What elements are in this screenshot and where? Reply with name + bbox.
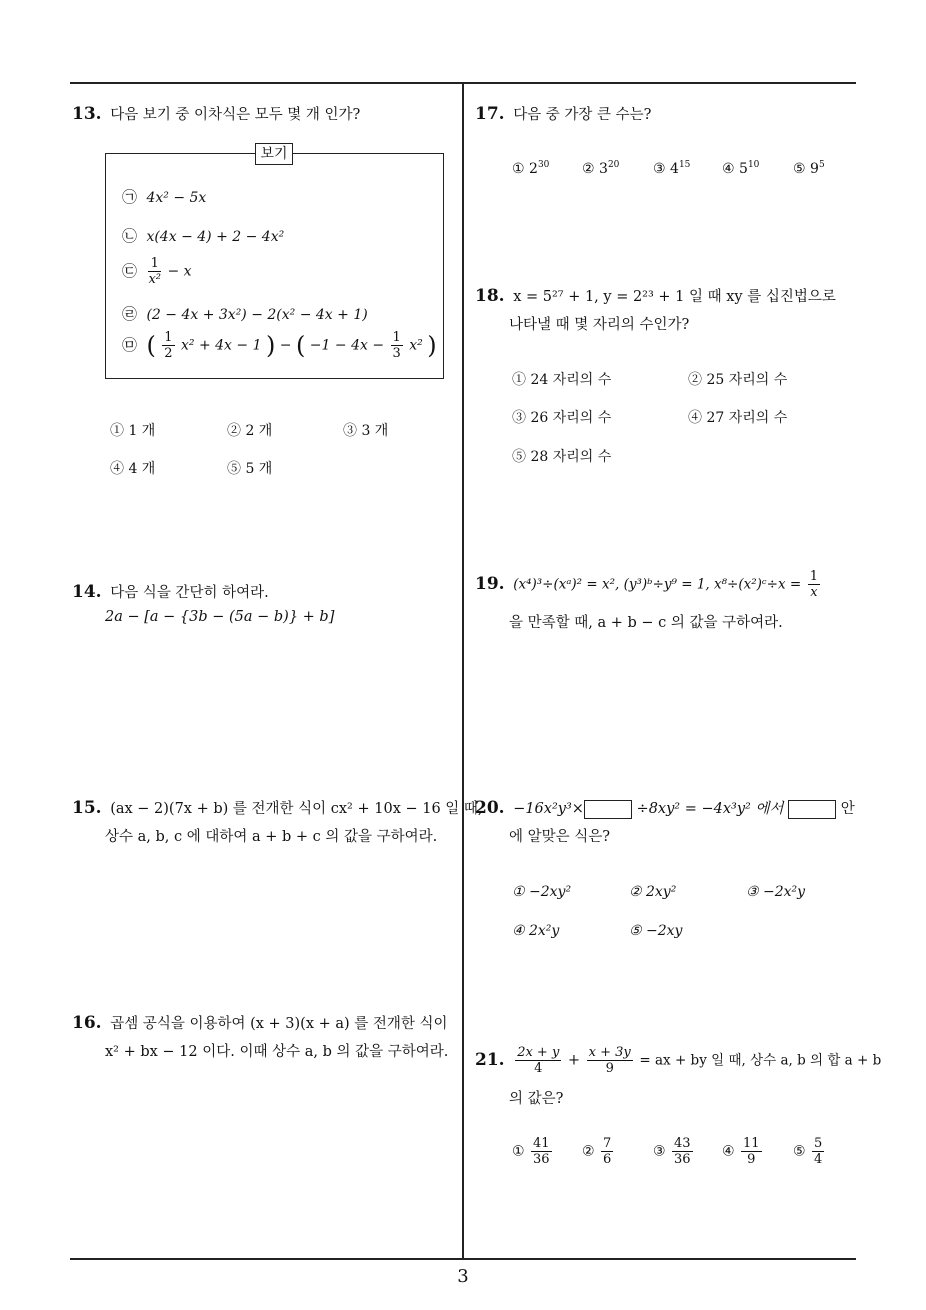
bogi-item-2 [122, 225, 284, 246]
denominator: 36 [674, 1152, 691, 1167]
choice-2[interactable] [582, 161, 619, 177]
choice-exponent: 15 [678, 160, 691, 170]
item-expression: 4x² − 5x [146, 190, 207, 206]
question-text-line2: 에 알맞은 식은? [509, 829, 611, 845]
question-14 [72, 581, 269, 602]
q14-expression: 2a − [a − {3b − (5a − b)} + b] [105, 609, 335, 625]
question-15 [72, 797, 483, 818]
bogi-item-4 [122, 303, 368, 324]
choice-3[interactable]: ③ −2x²y [746, 884, 806, 900]
choice-mark: ④ [722, 161, 735, 177]
choice-1[interactable]: ① −2xy² [512, 884, 572, 900]
question-text-line2: 상수 a, b, c 에 대하여 a + b + c 의 값을 구하여라. [105, 829, 438, 845]
choice-4[interactable] [722, 1136, 764, 1167]
question-18 [475, 285, 836, 306]
item-expression: −1 − 4x − [309, 337, 385, 354]
fraction [531, 1136, 552, 1167]
choice-base: 5 [739, 161, 748, 177]
denominator: 9 [747, 1152, 756, 1167]
question-number: 13. [72, 104, 102, 124]
answer-blank[interactable] [584, 800, 632, 819]
choice-mark: ① [512, 1143, 525, 1160]
question-number: 16. [72, 1013, 102, 1033]
denominator: 6 [603, 1152, 612, 1167]
choice-exponent: 30 [537, 160, 550, 170]
bogi-item-3 [122, 256, 192, 287]
question-text: = ax + by 일 때, 상수 a, b 의 합 a + b [639, 1052, 882, 1069]
question-text: 안 [840, 801, 855, 817]
choice-2[interactable]: ② 2 개 [227, 423, 273, 439]
choice-base: 3 [599, 161, 608, 177]
choice-exponent: 20 [607, 160, 620, 170]
denominator: x [810, 585, 818, 600]
choice-4[interactable] [722, 161, 759, 177]
bogi-title: 보기 [255, 143, 293, 165]
choice-1[interactable] [512, 161, 549, 177]
choice-3[interactable] [653, 1136, 695, 1167]
fraction [391, 330, 403, 361]
question-text: 곱셈 공식을 이용하여 (x + 3)(x + a) 를 전개한 식이 [110, 1016, 448, 1032]
bogi-item-5 [122, 330, 437, 361]
fraction [515, 1045, 561, 1076]
numerator: 41 [533, 1136, 550, 1151]
fraction [148, 256, 161, 287]
question-text: x = 5²⁷ + 1, y = 2²³ + 1 일 때 xy 를 십진법으로 [513, 289, 836, 305]
choice-2[interactable]: ② 25 자리의 수 [688, 372, 788, 388]
page-number: 3 [457, 1266, 469, 1287]
question-text: ÷8xy² = −4x³y² 에서 [636, 801, 784, 817]
plus: + [567, 1052, 581, 1069]
choice-3[interactable]: ③ 3 개 [343, 423, 389, 439]
choice-mark: ① [512, 161, 525, 177]
item-expression: (2 − 4x + 3x²) − 2(x² − 4x + 1) [146, 307, 368, 323]
denominator: x² [148, 272, 161, 287]
numerator: 11 [743, 1136, 760, 1151]
question-17 [475, 103, 651, 124]
fraction [812, 1136, 824, 1167]
choice-mark: ② [582, 161, 595, 177]
fraction [741, 1136, 762, 1167]
numerator: 2x + y [517, 1045, 560, 1060]
paren: ) [265, 331, 276, 360]
choice-5[interactable]: ⑤ 5 개 [227, 461, 273, 477]
item-mark: ㉤ [122, 335, 138, 354]
fraction [587, 1045, 633, 1076]
item-expression: x(4x − 4) + 2 − 4x² [146, 229, 285, 245]
choice-5[interactable]: ⑤ 28 자리의 수 [512, 449, 612, 465]
column-divider [462, 82, 464, 1259]
choice-4[interactable]: ④ 4 개 [110, 461, 156, 477]
choice-exponent: 10 [747, 160, 760, 170]
question-text: (x⁴)³÷(xᵃ)² = x², (y³)ᵇ÷y⁹ = 1, x⁸÷(x²)ᶜ÷x = [513, 576, 802, 593]
question-text-line2: x² + bx − 12 이다. 이때 상수 a, b 의 값을 구하여라. [105, 1044, 449, 1060]
question-number: 17. [475, 104, 505, 124]
question-number: 20. [475, 798, 505, 818]
item-expression: − x [167, 263, 192, 280]
numerator: 1 [148, 256, 161, 272]
fraction [162, 330, 174, 361]
paren: ( [146, 331, 156, 360]
choice-2[interactable]: ② 2xy² [629, 884, 677, 900]
question-text: (ax − 2)(7x + b) 를 전개한 식이 cx² + 10x − 16 일 때, [110, 801, 483, 817]
fraction [601, 1136, 613, 1167]
minus: − [279, 337, 296, 354]
choice-mark: ② [582, 1143, 595, 1160]
numerator: 1 [392, 330, 401, 345]
numerator: 1 [809, 569, 819, 584]
numerator: 5 [814, 1136, 823, 1151]
paren: ) [427, 331, 437, 360]
item-mark: ㉣ [122, 305, 138, 323]
question-16 [72, 1012, 448, 1033]
question-text-line2: 을 만족할 때, a + b − c 의 값을 구하여라. [509, 615, 783, 631]
question-text-line2: 의 값은? [509, 1091, 564, 1107]
numerator: 43 [674, 1136, 691, 1151]
denominator: 9 [605, 1061, 614, 1076]
question-13 [72, 103, 360, 124]
denominator: 3 [392, 346, 401, 361]
choice-mark: ⑤ [793, 1143, 806, 1160]
question-21 [475, 1045, 881, 1076]
question-text-line2: 나타낼 때 몇 자리의 수인가? [509, 317, 690, 333]
answer-blank[interactable] [788, 800, 836, 819]
question-text: 다음 식을 간단히 하여라. [110, 585, 269, 601]
choice-3[interactable] [653, 161, 690, 177]
question-number: 15. [72, 798, 102, 818]
choice-5[interactable]: ⑤ −2xy [629, 923, 683, 939]
choice-1[interactable]: ① 1 개 [110, 423, 156, 439]
bogi-item-1 [122, 186, 206, 207]
denominator: 4 [814, 1152, 823, 1167]
item-mark: ㉠ [122, 188, 138, 206]
choice-5[interactable] [793, 161, 825, 177]
choice-base: 2 [529, 161, 538, 177]
choice-base: 9 [810, 161, 819, 177]
question-number: 19. [475, 573, 505, 594]
choice-mark: ③ [653, 161, 666, 177]
bottom-rule [70, 1258, 856, 1260]
fraction [672, 1136, 693, 1167]
question-19 [475, 569, 822, 600]
denominator: 4 [534, 1061, 543, 1076]
choice-4[interactable]: ④ 27 자리의 수 [688, 410, 788, 426]
numerator: 7 [603, 1136, 612, 1151]
item-mark: ㉡ [122, 227, 138, 245]
choice-5[interactable] [793, 1136, 826, 1167]
choice-base: 4 [670, 161, 679, 177]
numerator: x + 3y [588, 1045, 631, 1060]
question-20 [475, 797, 855, 819]
choice-exponent: 5 [818, 160, 825, 170]
question-text: 다음 중 가장 큰 수는? [513, 107, 652, 123]
choice-1[interactable] [512, 1136, 554, 1167]
choice-mark: ③ [653, 1143, 666, 1160]
question-text: −16x²y³× [513, 801, 584, 817]
paren: ( [295, 331, 306, 360]
item-expression: x² [409, 337, 423, 354]
item-expression: x² + 4x − 1 [181, 337, 262, 354]
choice-4[interactable]: ④ 2x²y [512, 923, 560, 939]
item-mark: ㉢ [122, 261, 138, 280]
denominator: 36 [533, 1152, 550, 1167]
denominator: 2 [164, 346, 173, 361]
question-number: 21. [475, 1049, 505, 1070]
numerator: 1 [164, 330, 173, 345]
choice-3[interactable]: ③ 26 자리의 수 [512, 410, 612, 426]
question-text: 다음 보기 중 이차식은 모두 몇 개 인가? [110, 107, 361, 123]
fraction [808, 569, 820, 600]
question-number: 18. [475, 286, 505, 306]
choice-2[interactable] [582, 1136, 615, 1167]
choice-1[interactable]: ① 24 자리의 수 [512, 372, 612, 388]
choice-mark: ④ [722, 1143, 735, 1160]
question-number: 14. [72, 582, 102, 602]
choice-mark: ⑤ [793, 161, 806, 177]
